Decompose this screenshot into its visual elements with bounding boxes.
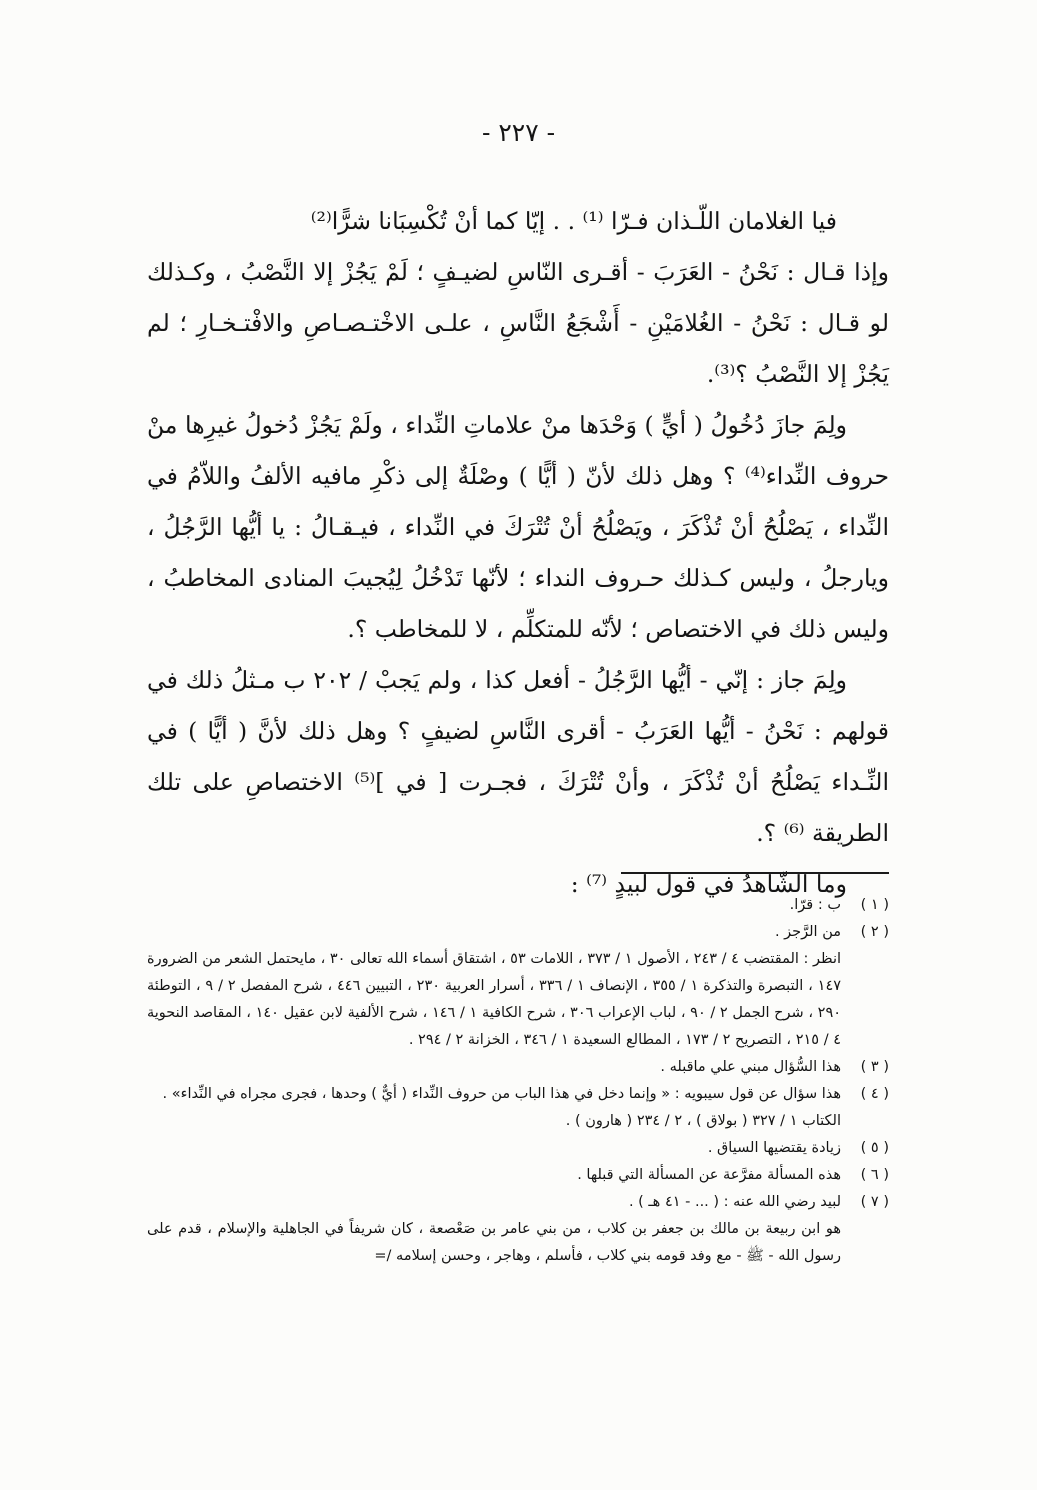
footnote-biography: هو ابن ربيعة بن مالك بن جعفر بن كلاب ، من بني عامر بن صَعْصعة ، كان شريفاً في الجاهلية والإسلام ، قدم على رسول الله - ﷺ - مع وفد قومه بني كلاب ، فأسلم ، وهاجر ، وحسن إسلامه /= — [147, 1221, 841, 1264]
footnote-number: ( ٢ ) — [860, 924, 889, 940]
footnote-text: من الرَّجز . — [774, 924, 841, 940]
footnote-number: ( ٣ ) — [860, 1059, 889, 1075]
footnote-text: هذا السُّؤال مبني علي ماقبله . — [660, 1059, 841, 1075]
footnote-number: ( ٦ ) — [860, 1167, 889, 1183]
main-text — [147, 196, 889, 910]
closing-line: وما الشّاهدُ في قول لبيدٍ ⁽⁷⁾ : — [570, 870, 847, 898]
footnote — [147, 1054, 889, 1081]
footnote — [147, 892, 889, 919]
footnote — [147, 919, 889, 946]
footnote — [147, 1081, 889, 1135]
footnote — [147, 1135, 889, 1162]
footnote-text: زيادة يقتضيها السياق . — [707, 1140, 841, 1156]
footnote-number: ( ٥ ) — [860, 1140, 889, 1156]
paragraph-3: ولِمَ جاز : إنّي - أيُّها الرَّجُلُ - أفعل كذا ، ولم يَجبْ / ٢٠٢ ب مـثلُ ذلك في قولهم : نَحْنُ - أيُّها العَرَبُ - أقرى النَّاسِ لضيفٍ ؟ وهل ذلك لأنَّ ( أيًّا ) في النِّـداء يَصْلُحُ أنْ تُذْكَرَ ، وأنْ تُتْرَكَ ، فجـرت [ في ]⁽⁵⁾ الاختصاصِ على تلك الطريقة ⁽⁶⁾ ؟. — [147, 666, 889, 847]
verse-line: فيا الغلامان اللّـذان فـرّا ⁽¹⁾ . . إيّا كما أنْ تُكْسِبَانا شرًّا⁽²⁾ — [310, 207, 837, 235]
paragraph-1: وإذا قـال : نَحْنُ - العَرَبَ - أقـرى النّاسِ لضيـفٍ ؛ لَمْ يَجُزْ إلا النَّصْبُ ، وكـذلك لو قـال : نَحْنُ - الغُلامَيْنِ - أَشْجَعُ النَّاسِ ، علـى الاخْتـصـاصِ والافْتـخـارِ ؛ لم يَجُزْ إلا النَّصْبُ ؟⁽³⁾. — [147, 258, 889, 388]
paragraph-2: ولِمَ جازَ دُخُولُ ( أيٍّ ) وَحْدَها منْ علاماتِ النِّداء ، ولَمْ يَجُزْ دُخولُ غيرِها منْ حروف النِّداء⁽⁴⁾ ؟ وهل ذلك لأنّ ( أيًّا ) وصْلَةٌ إلى ذكْرِ مافيه الألفُ واللاّمُ في النِّداء ، يَصْلُحُ أنْ تُذْكَرَ ، ويَصْلُحُ أنْ تُتْرَكَ في النِّداء ، فيـقـالُ : يا أيُّها الرَّجُلُ ، ويارجلُ ، وليس كـذلك حـروف النداء ؛ لأنّها تَدْخُلُ لِيُجيبَ المنادى المخاطبُ ، وليس ذلك في الاختصاص ؛ لأنّه للمتكلِّم ، لا للمخاطب ؟. — [147, 411, 889, 643]
footnote-number: ( ١ ) — [860, 897, 889, 913]
footnote-references: انظر : المقتضب ٤ / ٢٤٣ ، الأصول ١ / ٣٧٣ ، اللامات ٥٣ ، اشتقاق أسماء الله تعالى ٣٠ ، مايحتمل الشعر من الضرورة ١٤٧ ، التبصرة والتذكرة ١ / ٣٥٥ ، الإنصاف ١ / ٣٣٦ ، أسرار العربية ٢٣٠ ، التبيين ٤٤٦ ، شرح المفصل ٢ / ٩ ، التوطئة ٢٩٠ ، شرح الجمل ٢ / ٩٠ ، لباب الإعراب ٣٠٦ ، شرح الكافية ١ / ١٤٦ ، شرح الألفية لابن عقيل ١٤٠ ، المقاصد النحوية ٤ / ٢١٥ ، التصريح ٢ / ١٧٣ ، المطالع السعيدة ١ / ٣٤٦ ، الخزانة ٢ / ٢٩٤ . — [147, 951, 842, 1048]
footnote — [147, 1162, 889, 1189]
footnote-text: ب : قرّا. — [789, 897, 841, 913]
page-number: - ٢٢٧ - — [481, 118, 556, 147]
footnote-number: ( ٧ ) — [860, 1194, 889, 1210]
footnote-separator — [621, 872, 889, 874]
footnote — [147, 1189, 889, 1216]
footnote-text: لبيد رضي الله عنه : ( ... - ٤١ هـ ) . — [628, 1194, 841, 1210]
footnote-text: هذا سؤال عن قول سيبويه : « وإنما دخل في هذا الباب من حروف النِّداء ( أيٌّ ) وحدها ، فجرى مجراه في النِّداء» . الكتاب ١ / ٣٢٧ ( بولاق ) ، ٢ / ٢٣٤ ( هارون ) . — [162, 1086, 841, 1129]
footnotes — [147, 892, 889, 1270]
footnote-number: ( ٤ ) — [860, 1086, 889, 1102]
footnote-text: هذه المسألة مفرَّعة عن المسألة التي قبلها . — [577, 1167, 841, 1183]
